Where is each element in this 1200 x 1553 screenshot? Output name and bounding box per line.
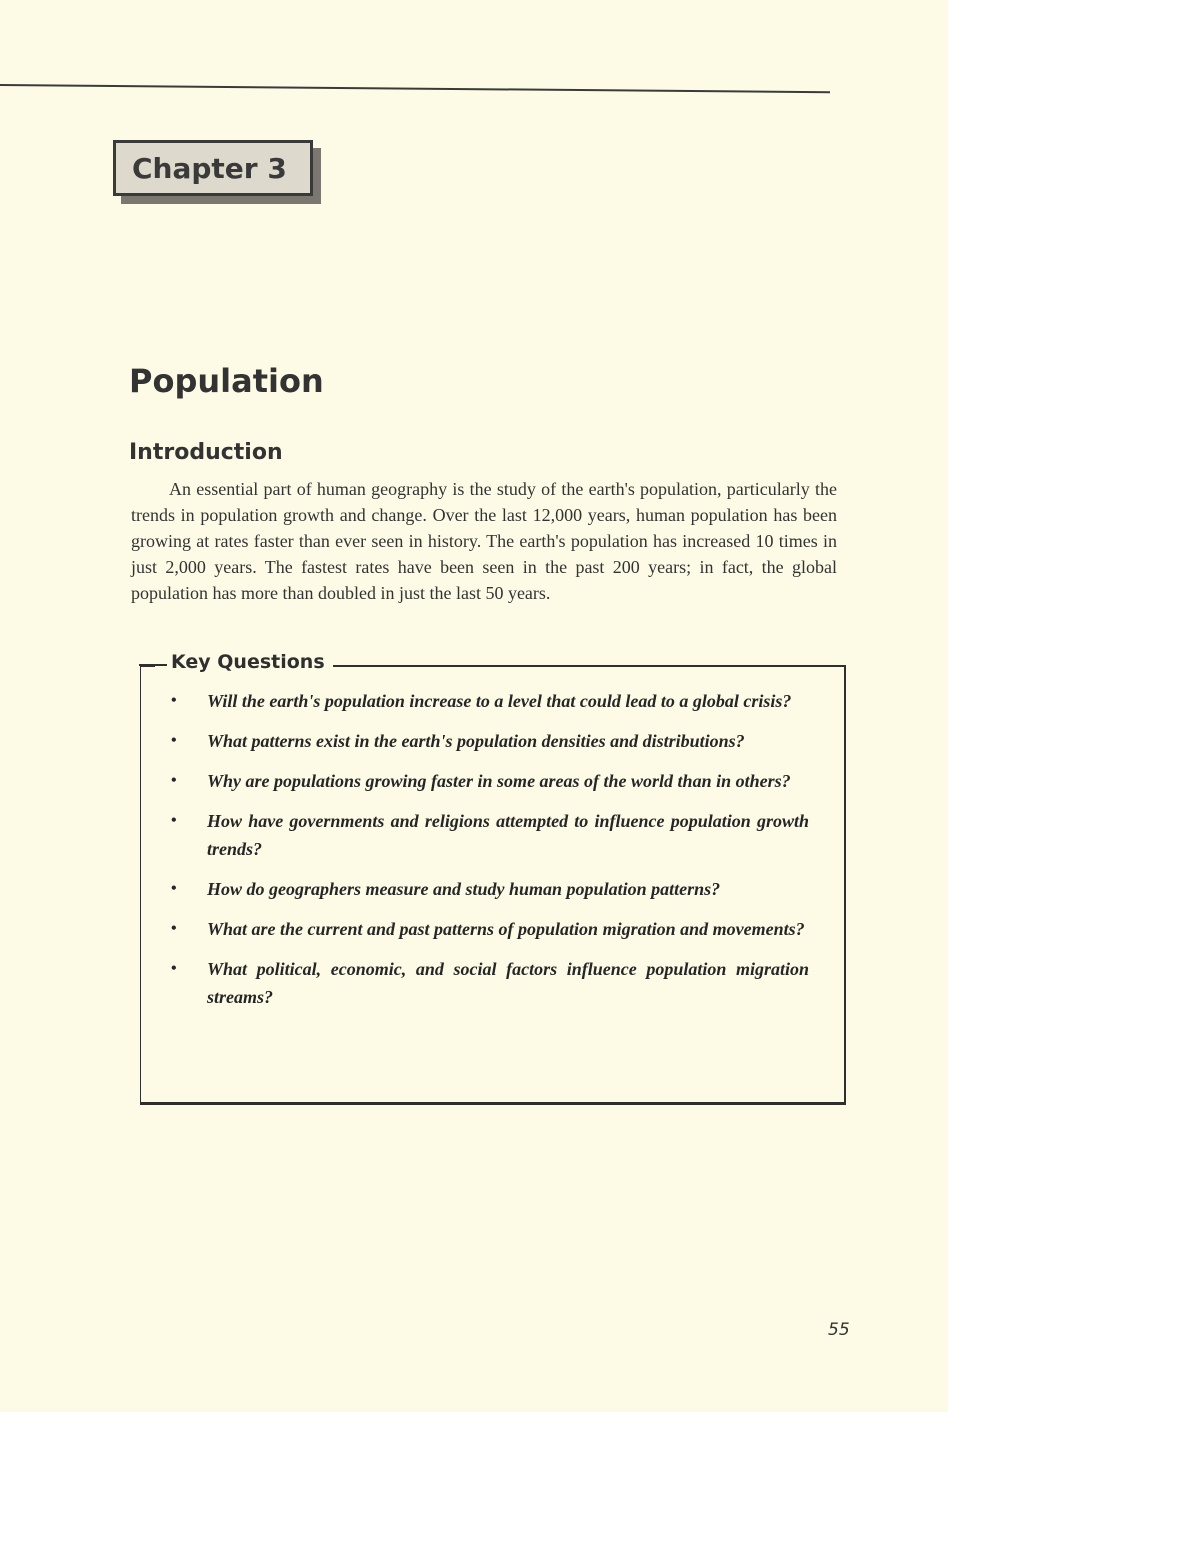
key-question-item	[169, 875, 809, 903]
key-question-text: How do geographers measure and study human population patterns?	[207, 879, 721, 899]
bullet-icon: •	[171, 812, 177, 829]
key-questions-list	[169, 687, 809, 1023]
page-number: 55	[828, 1320, 850, 1340]
bullet-icon: •	[171, 960, 177, 977]
key-question-item	[169, 727, 809, 755]
key-question-text: How have governments and religions attempted to influence population growth trends?	[207, 811, 809, 859]
key-question-text: Why are populations growing faster in some areas of the world than in others?	[207, 771, 791, 791]
key-question-text: What patterns exist in the earth's population densities and distributions?	[207, 731, 745, 751]
key-question-item	[169, 687, 809, 715]
bullet-icon: •	[171, 880, 177, 897]
key-question-text: Will the earth's population increase to a level that could lead to a global crisis?	[207, 691, 792, 711]
key-questions-label: Key Questions	[155, 651, 333, 673]
key-question-item	[169, 915, 809, 943]
key-question-item	[169, 807, 809, 863]
bullet-icon: •	[171, 772, 177, 789]
chapter-label-box	[113, 140, 313, 196]
chapter-label: Chapter 3	[132, 151, 287, 185]
section-heading: Introduction	[129, 440, 283, 465]
key-question-text: What are the current and past patterns of population migration and movements?	[207, 919, 805, 939]
header-rule	[0, 84, 830, 93]
intro-paragraph: An essential part of human geography is the study of the earth's population, particularly the trends in population growth and change. Over the last 12,000 years, human population has been growing at rates faster than ever seen in history. The earth's population has increased 10 times in just 2,000 years. The fastest rates have been seen in the past 200 years; in fact, the global population has more than doubled in just the last 50 years.	[131, 479, 837, 603]
key-question-item	[169, 767, 809, 795]
key-question-text: What political, economic, and social factors influence population migration streams?	[207, 959, 809, 1007]
bullet-icon: •	[171, 692, 177, 709]
key-question-item	[169, 955, 809, 1011]
bullet-icon: •	[171, 732, 177, 749]
chapter-title: Population	[129, 362, 324, 400]
key-questions-box	[140, 651, 846, 1105]
bullet-icon: •	[171, 920, 177, 937]
